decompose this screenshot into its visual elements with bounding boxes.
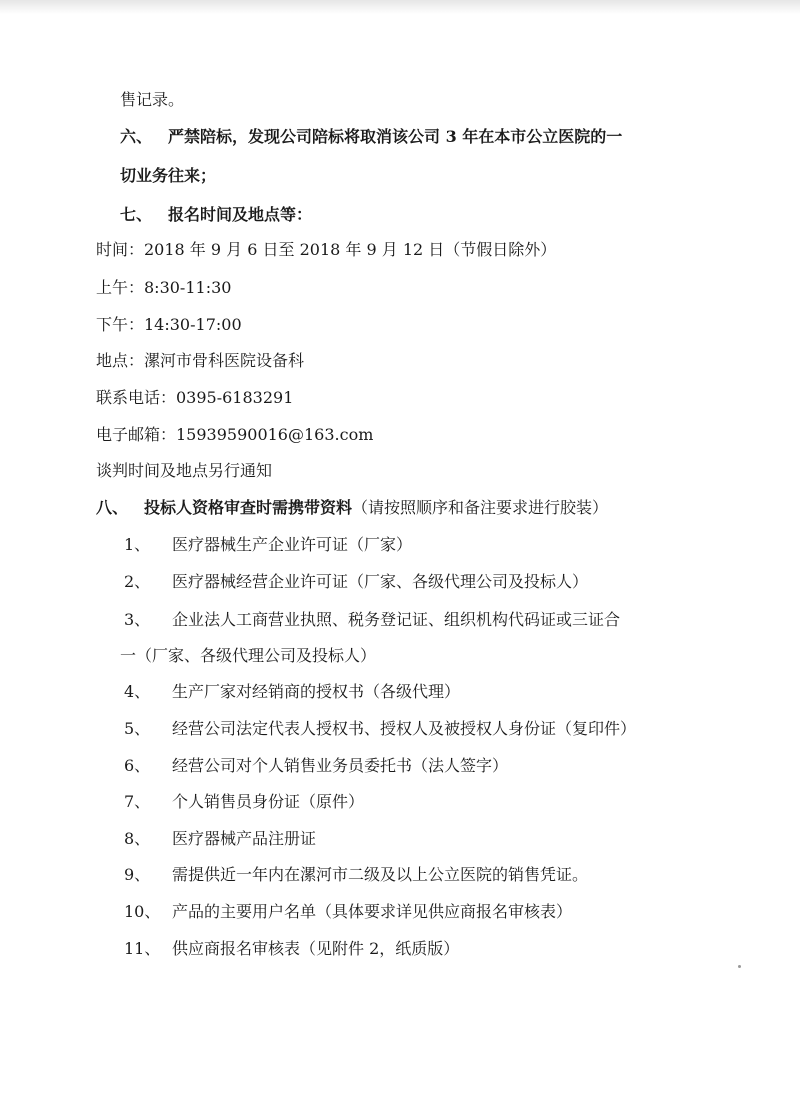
item-number: 6、 [124, 756, 151, 775]
morning-line: 上午：8:30-11:30 [96, 278, 232, 297]
list-item [124, 829, 316, 849]
list-item [124, 939, 459, 959]
item-text: 经营公司对个人销售业务员委托书（法人签字） [172, 756, 509, 775]
item-number: 7、 [124, 792, 151, 811]
section-6-text: 严禁陪标，发现公司陪标将取消该公司 3 年在本市公立医院的一 [168, 127, 623, 146]
list-item [124, 610, 620, 630]
scan-edge [0, 0, 800, 14]
item-text: 医疗器械生产企业许可证（厂家） [172, 535, 413, 554]
section-7-text: 报名时间及地点等： [168, 205, 313, 224]
section-8-note: （请按照顺序和备注要求进行胶装） [352, 498, 609, 517]
item-text: 医疗器械经营企业许可证（厂家、各级代理公司及投标人） [172, 572, 589, 591]
list-item [124, 682, 460, 702]
email-line: 电子邮箱：15939590016@163.com [96, 425, 374, 444]
section-number: 六、 [120, 127, 153, 146]
item-number: 4、 [124, 682, 151, 701]
list-item [124, 719, 636, 739]
time-line: 时间：2018 年 9 月 6 日至 2018 年 9 月 12 日（节假日除外） [96, 240, 557, 259]
item-number: 8、 [124, 829, 151, 848]
item-number: 2、 [124, 572, 151, 591]
list-item [124, 865, 588, 885]
item-text: 需提供近一年内在漯河市二级及以上公立医院的销售凭证。 [172, 865, 589, 884]
item-text: 生产厂家对经销商的授权书（各级代理） [172, 682, 461, 701]
list-item [124, 756, 508, 776]
location-line: 地点：漯河市骨科医院设备科 [96, 351, 305, 370]
list-item [124, 792, 364, 812]
item-text: 企业法人工商营业执照、税务登记证、组织机构代码证或三证合 [172, 610, 621, 629]
section-number: 八、 [96, 498, 129, 517]
item-number: 5、 [124, 719, 151, 738]
item-text: 经营公司法定代表人授权书、授权人及被授权人身份证（复印件） [172, 719, 637, 738]
item-number: 3、 [124, 610, 151, 629]
item-text: 一（厂家、各级代理公司及投标人） [120, 646, 377, 665]
item-text: 医疗器械产品注册证 [172, 829, 317, 848]
list-item [124, 902, 572, 922]
scan-speck [738, 965, 741, 968]
item-number: 9、 [124, 865, 151, 884]
phone-line: 联系电话：0395-6183291 [96, 388, 294, 407]
section-number: 七、 [120, 205, 153, 224]
section-8-title: 投标人资格审查时需携带资料 [144, 498, 353, 517]
negotiation-line: 谈判时间及地点另行通知 [96, 461, 273, 480]
item-number: 11、 [124, 939, 161, 958]
section-7 [120, 205, 312, 225]
list-item [124, 535, 412, 555]
item-number: 1、 [124, 535, 151, 554]
section-8 [96, 498, 608, 518]
item-number: 10、 [124, 902, 161, 921]
list-item-continuation [120, 646, 376, 666]
section-6 [120, 127, 622, 147]
text-line: 切业务往来； [120, 166, 217, 185]
afternoon-line: 下午：14:30-17:00 [96, 315, 242, 334]
item-text: 供应商报名审核表（见附件 2，纸质版） [172, 939, 460, 958]
list-item [124, 572, 588, 592]
item-text: 产品的主要用户名单（具体要求详见供应商报名审核表） [172, 902, 573, 921]
text-line: 售记录。 [120, 90, 185, 109]
item-text: 个人销售员身份证（原件） [172, 792, 365, 811]
